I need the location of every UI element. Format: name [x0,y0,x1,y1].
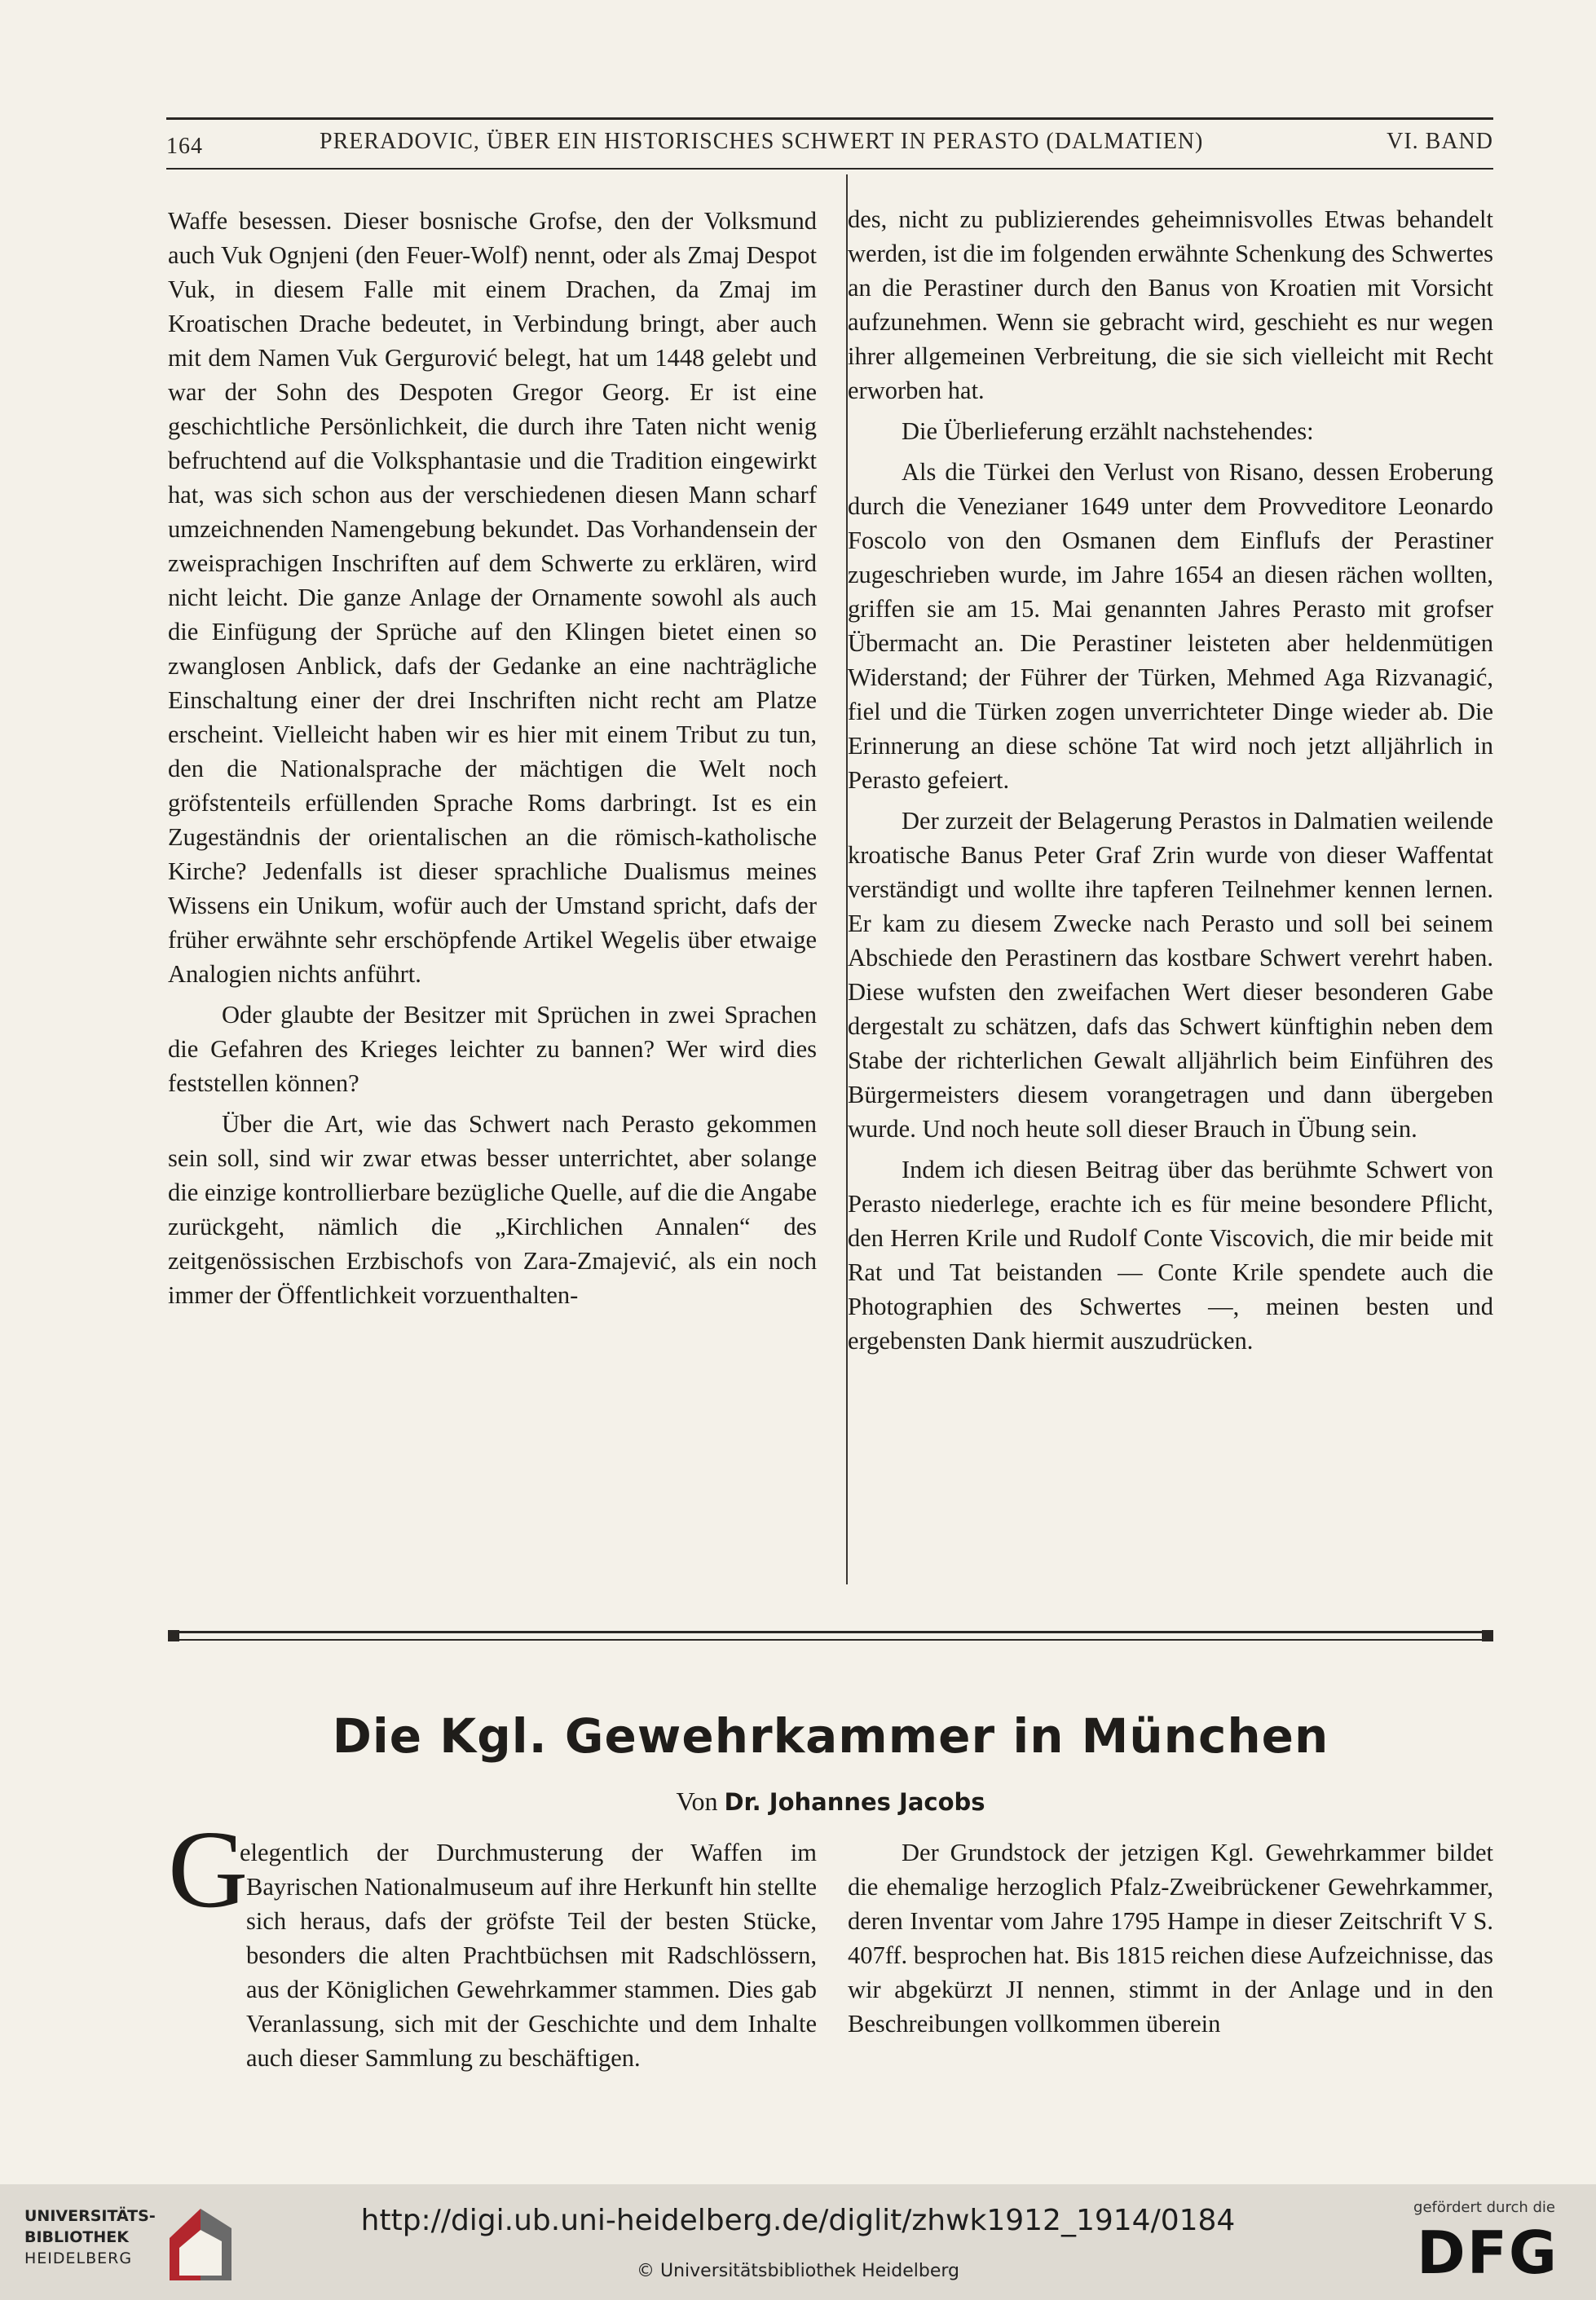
byline-prefix: Von [676,1787,718,1816]
article-title: Die Kgl. Gewehrkammer in München [332,1708,1329,1764]
running-header [166,122,1493,170]
separator-line [178,1639,1484,1641]
library-name-line2: BIBLIOTHEK [24,2228,129,2246]
volume-label: VI. BAND [1387,129,1493,154]
paragraph: Indem ich diesen Beitrag über das berühmte Schwert von Perasto niederlege, erachte ich es für meine besondere Pflicht, den Herren Krile und Rudolf Conte Viscovich, die mir beide mit Rat und Tat beistanden — Conte Krile spendete auch die Photographien des Schwertes —, meinen besten und ergebensten Dank hiermit auszudrücken. [848,1156,1493,1355]
article-column-left [168,1835,817,2075]
separator-line [178,1631,1484,1633]
paragraph: Als die Türkei den Verlust von Risano, dessen Eroberung durch die Venezianer 1649 unter dem Provveditore Leonardo Foscolo von den Osmanen dem Einflufs der Perastiner zugeschrieben wurde, im Jahre 1654 an diesen rächen wollten, griffen sie am 15. Mai genannten Jahres Perasto mit grofser Übermacht an. Die Perastiner leisteten aber heldenmütigen Widerstand; der Führer der Türken, Mehmed Aga Rizvanagić, fiel und die Türken zogen unverrichteter Dinge wieder ab. Die Erinnerung an diese schöne Tat wird noch jetzt alljährlich in Perasto gefeiert. [848,458,1493,794]
paragraph: Oder glaubte der Besitzer mit Sprüchen in zwei Sprachen die Gefahren des Krieges leichter zu bannen? Wer wird dies feststellen können? [168,1001,817,1097]
author-name: Dr. Johannes Jacobs [724,1788,985,1816]
paragraph: elegentlich der Durchmusterung der Waffen im Bayrischen Nationalmuseum auf ihre Herkunft hin stellte sich heraus, dafs der gröfste Teil der besten Stücke, besonders die alten Prachtbüchsen mit Radschlössern, aus der Königlichen Gewehrkammer stammen. Dies gab Veranlassung, sich mit der Geschichte und dem Inhalte auch dieser Sammlung zu beschäftigen. [240,1839,817,2072]
column-right [848,202,1493,1358]
permalink-url[interactable]: http://digi.ub.uni-heidelberg.de/diglit/zhwk1912_1914/0184 [360,2204,1236,2237]
running-title: PRERADOVIC, ÜBER EIN HISTORISCHES SCHWERT IN PERASTO (DALMATIEN) [320,129,1204,154]
paragraph: des, nicht zu publizierendes geheimnisvolles Etwas behandelt werden, ist die im folgenden erwähnte Schenkung des Schwertes an die Perastiner durch den Banus von Kroatien mit Vorsicht aufzunehmen. Wenn sie gebracht wird, geschieht es nur wegen ihrer allgemeinen Verbreitung, die sie sich vielleicht mit Recht erworben hat. [848,205,1493,404]
library-name-line3: HEIDELBERG [24,2249,133,2267]
footer-bar [0,2184,1596,2300]
byline [168,1787,1493,1817]
article-column-right [848,1835,1493,2041]
paragraph: Waffe besessen. Dieser bosnische Grofse, den der Volksmund auch Vuk Ognjeni (den Feuer-Wolf) nennt, oder als Zmaj Despot Vuk, in diesem Falle mit einem Drachen, da Zmaj im Kroatischen Drache bedeutet, in Verbindung bringt, aber auch mit dem Namen Vuk Gergurović belegt, hat um 1448 gelebt und war der Sohn des Despoten Gregor Georg. Er ist eine geschichtliche Persönlichkeit, die durch ihre Taten nicht wenig befruchtend auf die Volksphantasie und die Tradition eingewirkt hat, was sich schon aus der verschiedenen diesen Mann scharf umzeichnenden Namengebung bekundet. Das Vorhandensein der zweisprachigen Inschriften auf dem Schwerte zu erklären, wird nicht leicht. Die ganze Anlage der Ornamente sowohl als auch die Einfügung der Sprüche auf den Klingen bietet einen so zwanglosen Anblick, dafs der Gedanke an eine nachträgliche Einschaltung einer der drei Inschriften nicht recht am Platze erscheint. Vielleicht haben wir es hier mit einem Tribut zu tun, den die Nationalsprache der mächtigen die Welt noch gröfstenteils erfüllenden Sprache Roms darbringt. Ist es ein Zugeständnis der orientalischen an die römisch-katholische Kirche? Jedenfalls ist dieser sprachliche Dualismus meines Wissens ein Unikum, wofür auch der Umstand spricht, dafs der früher erwähnte sehr erschöpfende Artikel Wegelis über etwaige Analogien nichts anführt. [168,207,817,988]
paragraph: Über die Art, wie das Schwert nach Perasto gekommen sein soll, sind wir zwar etwas besser unterrichtet, aber solange die einzige kontrollierbare bezügliche Quelle, auf die die Angabe zurückgeht, nämlich die „Kirchlichen Annalen“ des zeitgenössischen Erzbischofs von Zara-Zmajević, als ein noch immer der Öffentlichkeit vorzuenthalten- [168,1110,817,1309]
copyright-notice: © Universitätsbibliothek Heidelberg [636,2261,959,2281]
drop-cap: G [168,1809,249,1931]
column-left [168,204,817,1312]
header-bottom-rule [166,168,1493,170]
dfg-logo: DFG [1416,2218,1559,2287]
page-number: 164 [166,134,203,159]
library-name-line1: UNIVERSITÄTS- [24,2207,156,2225]
separator-square-right [1482,1630,1493,1641]
section-separator [168,1628,1493,1646]
paragraph: Die Überlieferung erzählt nachstehendes: [902,417,1314,445]
funding-note: gefördert durch die [1413,2199,1555,2216]
paragraph: Der Grundstock der jetzigen Kgl. Gewehrkammer bildet die ehemalige herzoglich Pfalz-Zweibrückener Gewehrkammer, deren Inventar vom Jahre 1795 Hampe in dieser Zeitschrift V S. 407ff. besprochen hat. Bis 1815 reichen diese Aufzeichnisse, das wir abgekürzt JI nennen, stimmt in der Anlage und in den Beschreibungen vollkommen überein [848,1839,1493,2038]
paragraph: Der zurzeit der Belagerung Perastos in Dalmatien weilende kroatische Banus Peter Graf Zrin wurde von dieser Waffentat verständigt und wollte ihre tapferen Teilnehmer kennen lernen. Er kam zu diesem Zwecke nach Perasto und soll bei seinem Abschiede den Perastinern das kostbare Schwert verehrt haben. Diese wufsten den zweifachen Wert dieser besonderen Gabe dergestalt zu schätzen, dafs das Schwert künftighin neben dem Stabe der richterlichen Gewalt alljährlich beim Einführen des Bürgermeisters diesem vorangetragen und dann übergeben wurde. Und noch heute soll dieser Brauch in Übung sein. [848,807,1493,1143]
header-top-rule [166,117,1493,120]
